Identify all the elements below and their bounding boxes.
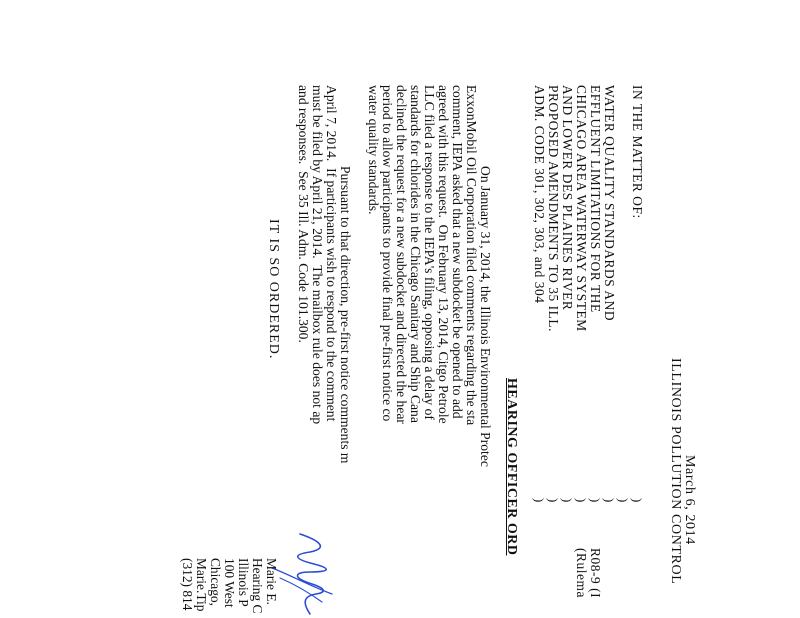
caption-paren: ) — [602, 498, 617, 503]
caption-paren: ) — [630, 498, 645, 503]
signature-phone: (312) 814 — [180, 558, 195, 611]
caption-line: PROPOSED AMENDMENTS TO 35 ILL. — [546, 85, 561, 333]
signature-agency: Illinois P — [236, 558, 251, 607]
order-title: HEARING OFFICER ORD — [504, 378, 519, 556]
caption-paren: ) — [546, 498, 561, 503]
caption-line: ADM. CODE 301, 302, 303, and 304 — [532, 85, 547, 304]
paragraph-1-line: comment, IEPA asked that a new subdocket be opened to add — [450, 85, 465, 419]
docket-number: R08-9 (I — [588, 548, 603, 599]
caption-line: EFFLUENT LIMITATIONS FOR THE — [588, 85, 603, 313]
paragraph-1-line: ExxonMobil Oil Corporation filed comments regarding the sta — [464, 85, 479, 426]
matter-intro: IN THE MATTER OF: — [630, 85, 645, 219]
order-date: March 6, 2014 — [682, 455, 697, 545]
signature-title: Hearing C — [250, 558, 265, 614]
signature-city: Chicago, — [208, 558, 223, 606]
paragraph-1-line: On January 31, 2014, the Illinois Environmental Protec — [478, 166, 493, 467]
paragraph-2-line: Pursuant to that direction, pre-first notice comments m — [338, 166, 353, 464]
signature-street: 100 West — [222, 558, 237, 608]
paragraph-2-line: April 7, 2014. If participants wish to respond to the comment — [324, 85, 339, 422]
paragraph-1-line: standards for chlorides in the Chicago Sanitary and Ship Cana — [408, 85, 423, 423]
caption-paren: ) — [574, 498, 589, 503]
caption-paren: ) — [588, 498, 603, 503]
caption-paren: ) — [560, 498, 575, 503]
paragraph-2-line: must be filed by April 21, 2014. The mailbox rule does not ap — [310, 85, 325, 425]
paragraph-2-line: and responses. See 35 Ill. Adm. Code 101.300. — [296, 85, 311, 343]
agency-name: ILLINOIS POLLUTION CONTROL — [668, 358, 683, 585]
signature-name: Marie E. — [264, 558, 279, 605]
caption-line: AND LOWER DES PLAINES RIVER — [560, 85, 575, 311]
paragraph-1-line: water quality standards. — [366, 85, 381, 215]
caption-line: WATER QUALITY STANDARDS AND — [602, 85, 617, 322]
paragraph-1-line: period to allow participants to provide final pre-first notice co — [380, 85, 395, 422]
caption-line: CHICAGO AREA WATERWAY SYSTEM — [574, 85, 589, 332]
closing-statement: IT IS SO ORDERED. — [266, 219, 281, 360]
paragraph-1-line: LLC filed a response to the IEPA's filing, opposing a delay of — [422, 85, 437, 420]
signature-email: Marie.Tip — [194, 558, 209, 612]
paragraph-1-line: agreed with this request. On February 13, 2014, Citgo Petrole — [436, 85, 451, 424]
caption-paren: ) — [616, 498, 631, 503]
paragraph-1-line: declined the request for a new subdocket and directed the hear — [394, 85, 409, 424]
caption-paren: ) — [532, 498, 547, 503]
docket-type: (Rulema — [574, 548, 589, 598]
